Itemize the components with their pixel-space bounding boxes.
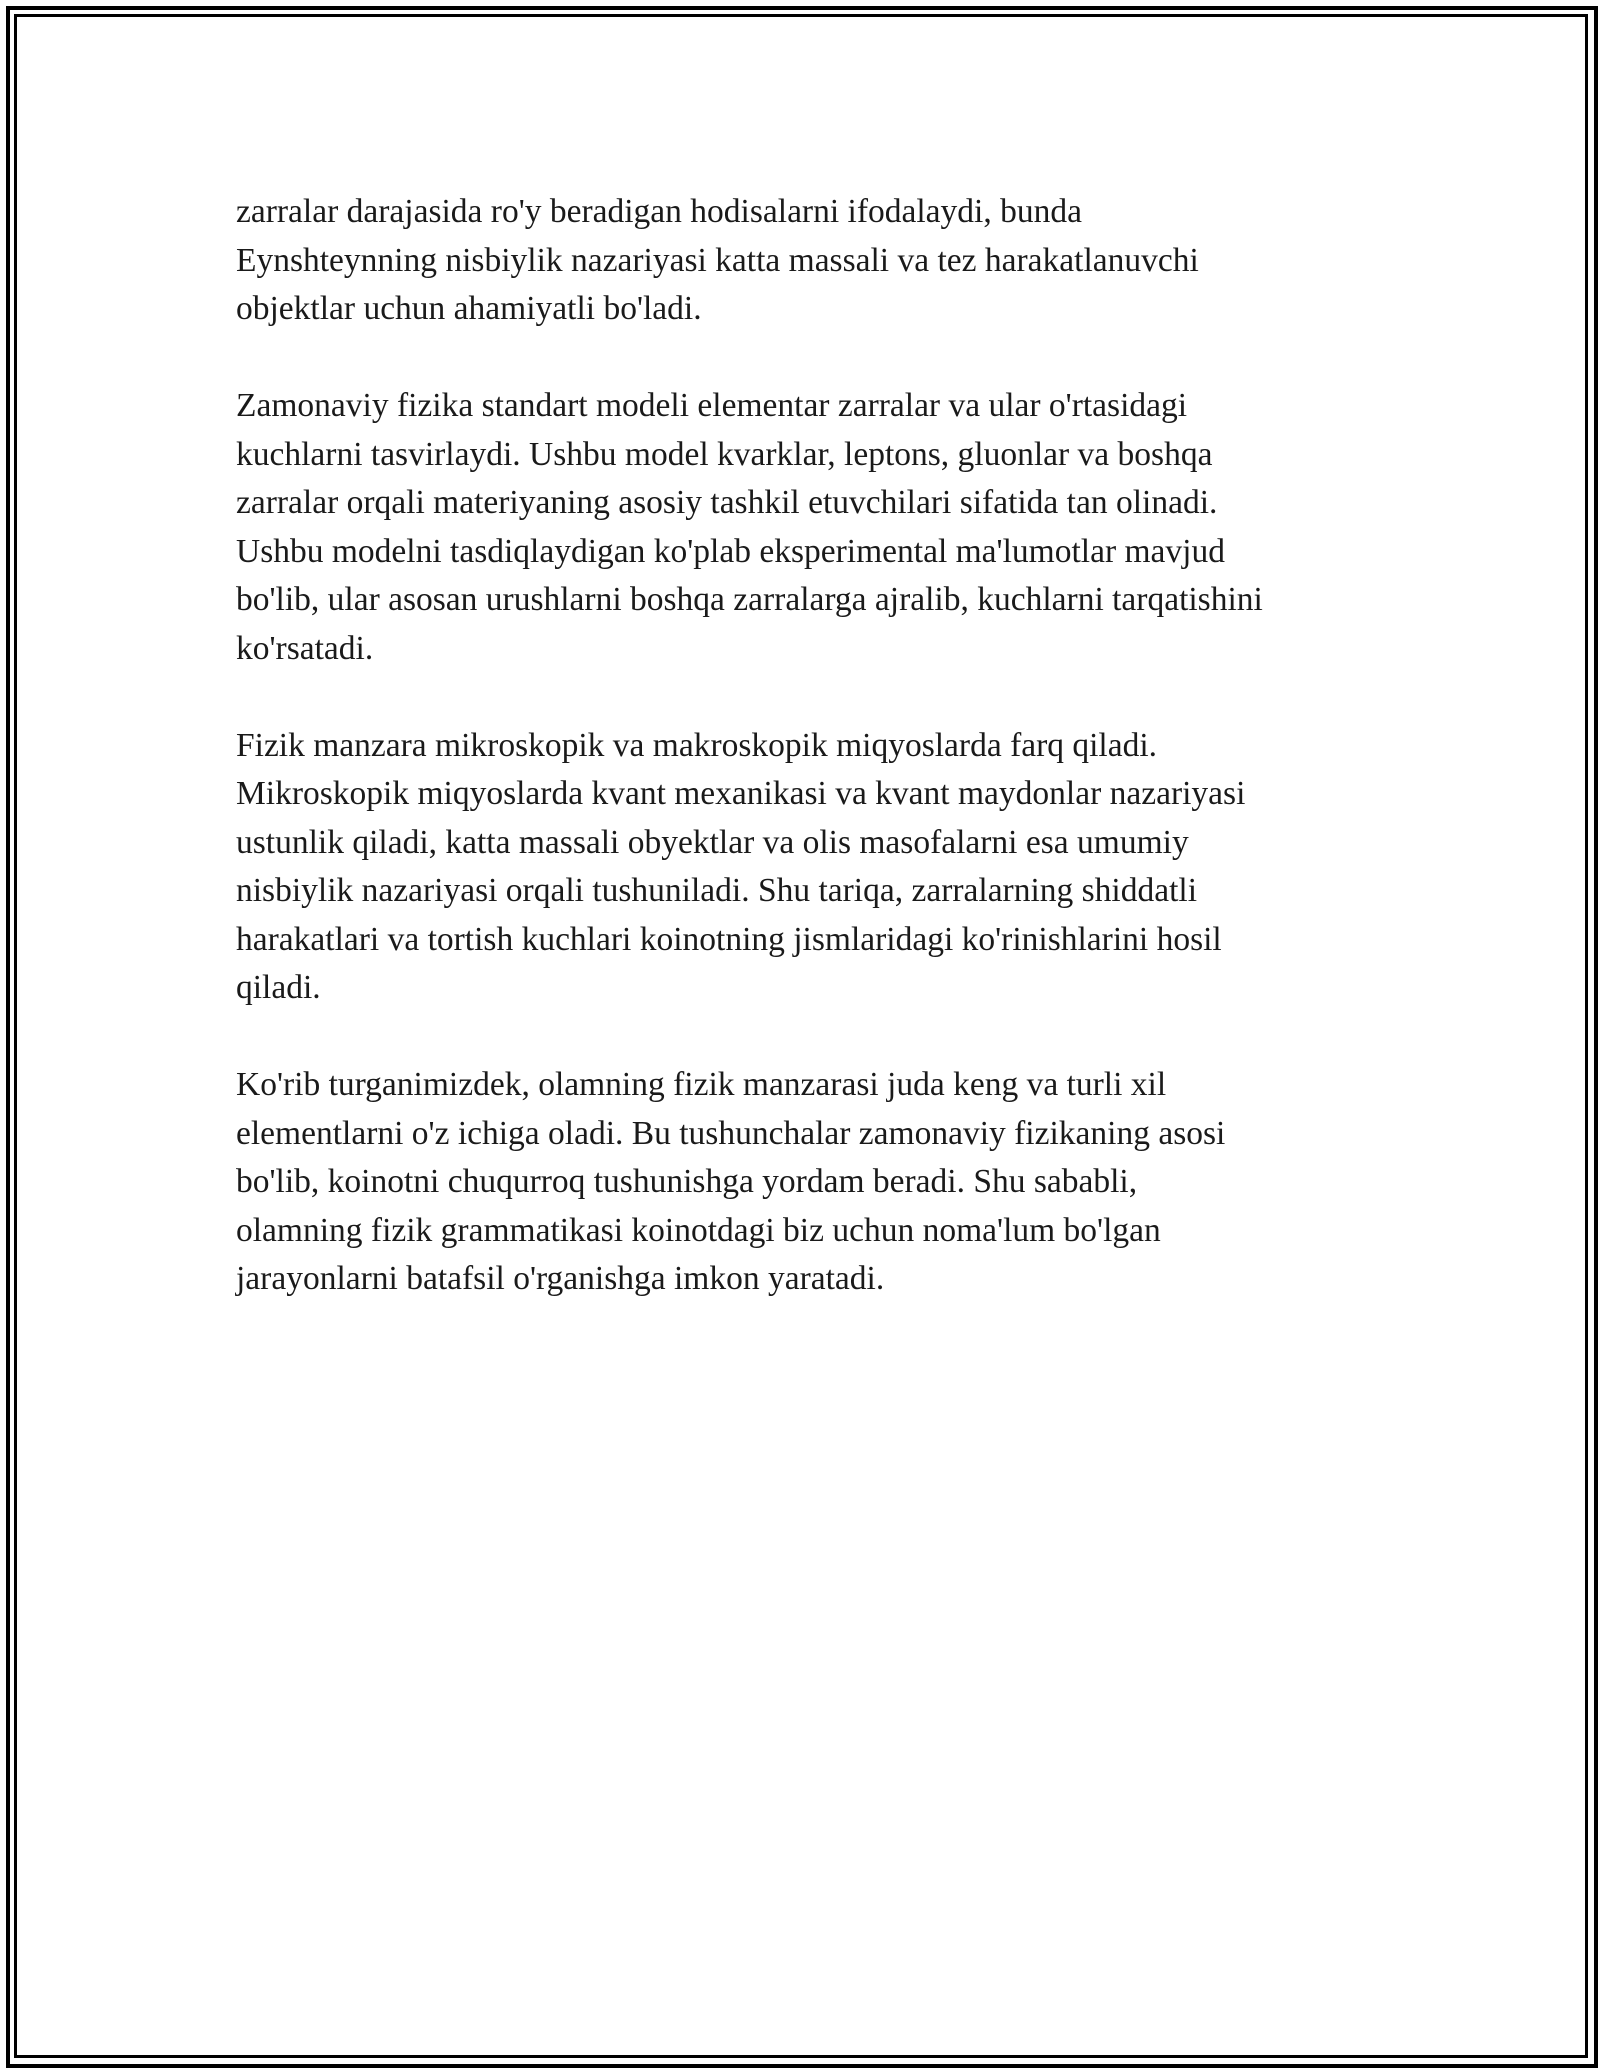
paragraph-line: jarayonlarni batafsil o'rganishga imkon yaratadi. bbox=[236, 1260, 885, 1297]
paragraph-line: elementlarni o'z ichiga oladi. Bu tushunchalar zamonaviy fizikaning asosi bbox=[236, 1114, 1226, 1152]
paragraph-line: ko'rsatadi. bbox=[236, 629, 374, 667]
paragraph-line: Fizik manzara mikroskopik va makroskopik miqyoslarda farq qiladi. bbox=[236, 726, 1158, 764]
paragraph-line: objektlar uchun ahamiyatli bo'ladi. bbox=[236, 290, 702, 327]
paragraph-1 bbox=[236, 188, 1386, 334]
paragraph-line: nisbiylik nazariyasi orqali tushuniladi. Shu tariqa, zarralarning shiddatli bbox=[236, 872, 1198, 909]
paragraph-line: Mikroskopik miqyoslarda kvant mexanikasi va kvant maydonlar nazariyasi bbox=[236, 775, 1246, 812]
paragraph-line: Ko'rib turganimizdek, olamning fizik manzarasi juda keng va turli xil bbox=[236, 1066, 1167, 1103]
paragraph-line: qiladi. bbox=[236, 969, 321, 1006]
document-body bbox=[236, 188, 1386, 1352]
paragraph-line: bo'lib, ular asosan urushlarni boshqa zarralarga ajralib, kuchlarni tarqatishini bbox=[236, 581, 1263, 618]
paragraph-line: olamning fizik grammatikasi koinotdagi biz uchun noma'lum bo'lgan bbox=[236, 1211, 1161, 1249]
paragraph-line: zarralar orqali materiyaning asosiy tashkil etuvchilari sifatida tan olinadi. bbox=[236, 484, 1218, 521]
paragraph-line: zarralar darajasida ro'y beradigan hodisalarni ifodalaydi, bunda bbox=[236, 193, 1082, 230]
paragraph-4 bbox=[236, 1061, 1386, 1304]
paragraph-line: bo'lib, koinotni chuqurroq tushunishga yordam beradi. Shu sababli, bbox=[236, 1163, 1138, 1200]
paragraph-line: Ushbu modelni tasdiqlaydigan ko'plab eksperimental ma'lumotlar mavjud bbox=[236, 532, 1225, 570]
paragraph-line: kuchlarni tasvirlaydi. Ushbu model kvarklar, leptons, gluonlar va boshqa bbox=[236, 435, 1213, 473]
paragraph-line: ustunlik qiladi, katta massali obyektlar va olis masofalarni esa umumiy bbox=[236, 823, 1189, 861]
paragraph-line: Eynshteynning nisbiylik nazariyasi katta massali va tez harakatlanuvchi bbox=[236, 241, 1199, 279]
paragraph-3 bbox=[236, 722, 1386, 1013]
paragraph-line: harakatlari va tortish kuchlari koinotning jismlaridagi ko'rinishlarini hosil bbox=[236, 920, 1222, 958]
paragraph-line: Zamonaviy fizika standart modeli elementar zarralar va ular o'rtasidagi bbox=[236, 387, 1188, 424]
paragraph-2 bbox=[236, 382, 1386, 673]
